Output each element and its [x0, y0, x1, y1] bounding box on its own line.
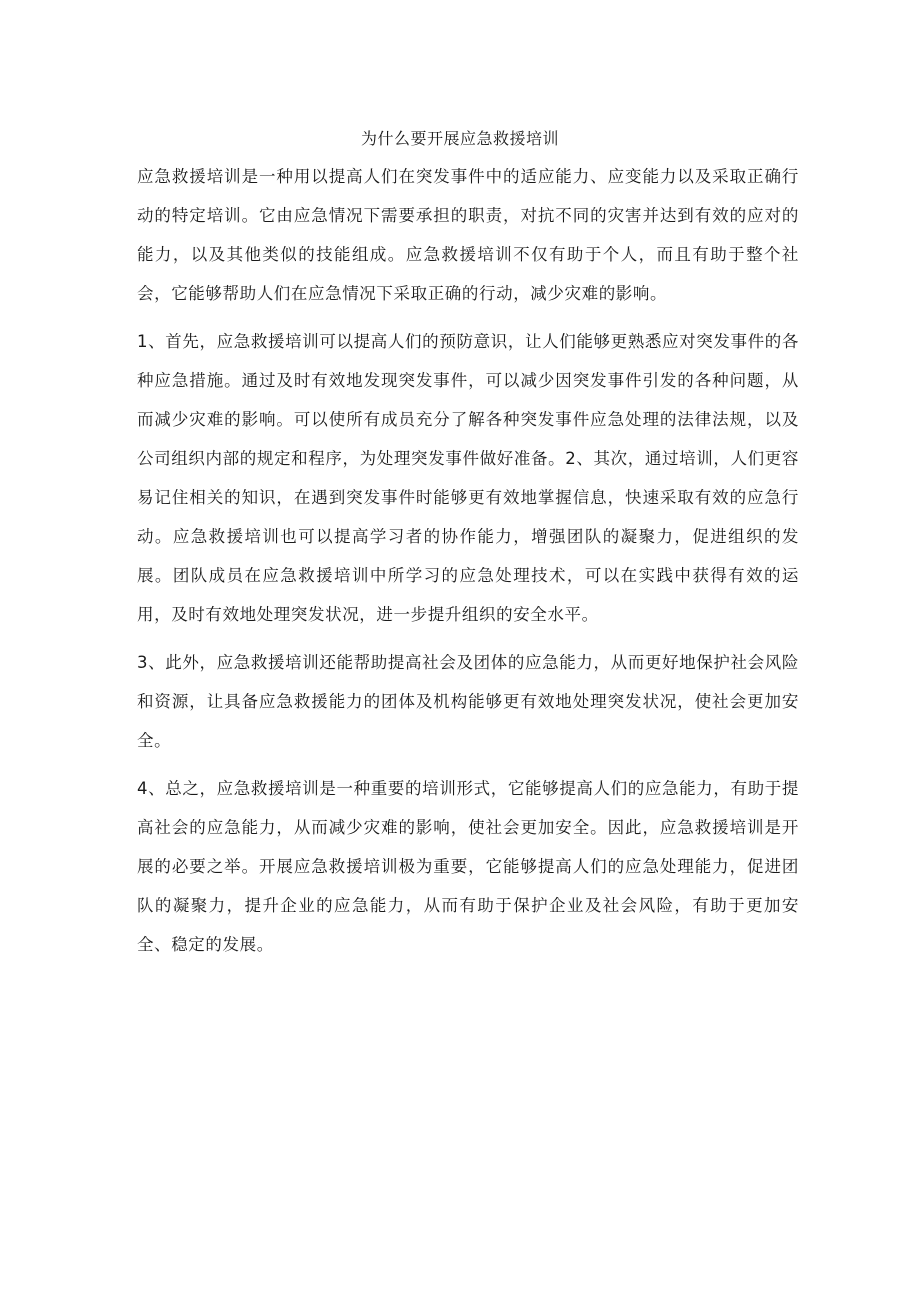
paragraph-intro: 应急救援培训是一种用以提高人们在突发事件中的适应能力、应变能力以及采取正确行动的特定培训。它由应急情况下需要承担的职责，对抗不同的灾害并达到有效的应对的能力，以及其他类似的技能组成。应急救援培训不仅有助于个人，而且有助于整个社会，它能够帮助人们在应急情况下采取正确的行动，减少灾难的影响。	[137, 167, 799, 303]
document-body	[137, 157, 799, 973]
document-title: 为什么要开展应急救援培训	[360, 129, 559, 148]
paragraph-third: 3、此外，应急救援培训还能帮助提高社会及团体的应急能力，从而更好地保护社会风险和资源，让具备应急救援能力的团体及机构能够更有效地处理突发状况，使社会更加安全。	[137, 653, 799, 750]
paragraph-fourth: 4、总之，应急救援培训是一种重要的培训形式，它能够提高人们的应急能力，有助于提高社会的应急能力，从而减少灾难的影响，使社会更加安全。因此，应急救援培训是开展的必要之举。开展应急救援培训极为重要，它能够提高人们的应急处理能力，促进团队的凝聚力，提升企业的应急能力，从而有助于保护企业及社会风险，有助于更加安全、稳定的发展。	[137, 779, 799, 954]
paragraph-first-second: 1、首先，应急救援培训可以提高人们的预防意识，让人们能够更熟悉应对突发事件的各种应急措施。通过及时有效地发现突发事件，可以减少因突发事件引发的各种问题，从而减少灾难的影响。可以使所有成员充分了解各种突发事件应急处理的法律法规，以及公司组织内部的规定和程序，为处理突发事件做好准备。2、其次，通过培训，人们更容易记住相关的知识，在遇到突发事件时能够更有效地掌握信息，快速采取有效的应急行动。应急救援培训也可以提高学习者的协作能力，增强团队的凝聚力，促进组织的发展。团队成员在应急救援培训中所学习的应急处理技术，可以在实践中获得有效的运用，及时有效地处理突发状况，进一步提升组织的安全水平。	[137, 332, 799, 624]
